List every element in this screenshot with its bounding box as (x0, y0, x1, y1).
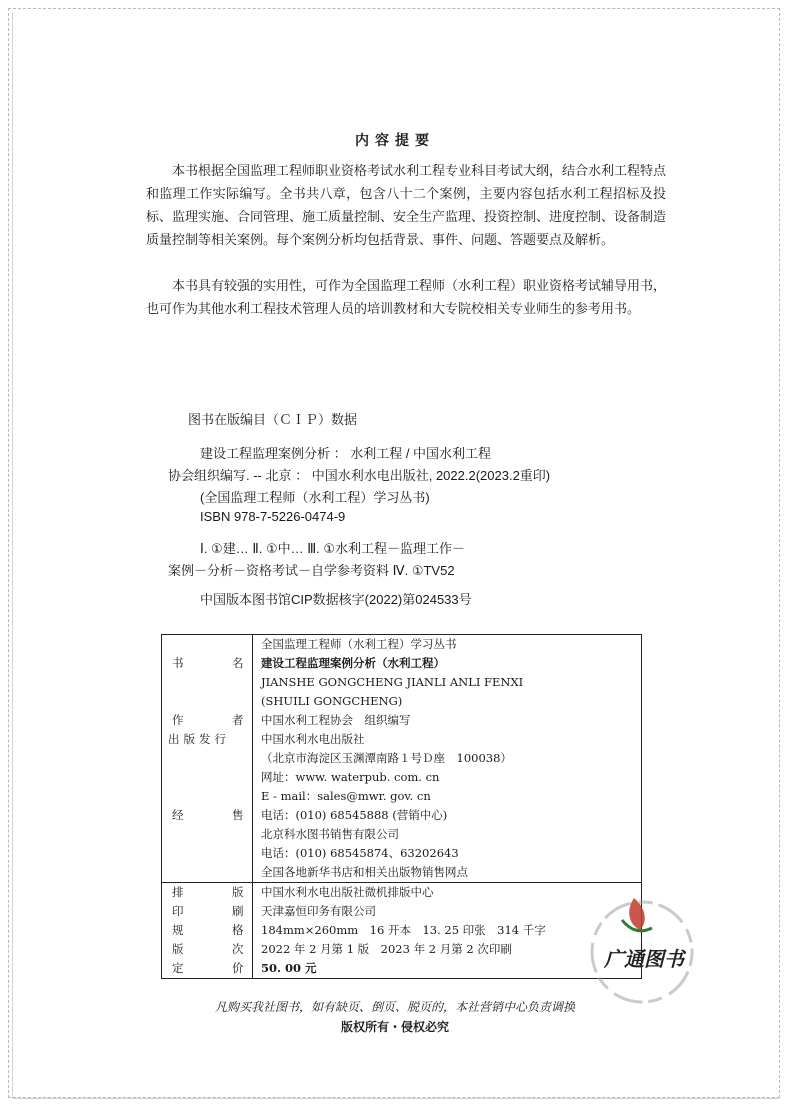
label-print-1: 印 (172, 904, 184, 918)
distributor-phone: 电话：(010) 68545874、63202643 (261, 846, 459, 860)
label-print-2: 刷 (232, 904, 244, 918)
stamp-text: 广通图书 (604, 947, 684, 971)
label-spec-2: 格 (232, 923, 244, 937)
publisher: 中国水利水电出版社 (261, 732, 365, 746)
label-edition-1: 版 (172, 942, 184, 956)
label-edition-2: 次 (232, 942, 244, 956)
summary-title: 内容提要 (355, 133, 435, 149)
publisher-phone: 电话：(010) 68545888 (营销中心) (261, 808, 448, 822)
label-typeset-1: 排 (172, 885, 184, 899)
label-spec-1: 规 (172, 923, 184, 937)
label-author-1: 作 (172, 713, 184, 727)
copyright-notice: 版权所有・侵权必究 (340, 1020, 449, 1034)
cip-line-6: 案例－分析－资格考试－自学参考资料 Ⅳ. ①TV52 (168, 563, 455, 578)
publication-info-table (161, 634, 642, 979)
label-book-name-2: 名 (232, 656, 244, 670)
cip-record-number: 中国版本图书馆CIP数据核字(2022)第024533号 (200, 592, 472, 607)
label-typeset-2: 版 (232, 885, 244, 899)
book-pinyin-2: (SHUILI GONGCHENG) (261, 694, 403, 708)
summary-paragraph-2: 本书具有较强的实用性，可作为全国监理工程师（水利工程）职业资格考试辅导用书，也可作为其他水利工程技术管理人员的培训教材和大专院校相关专业师生的参考用书。 (146, 279, 667, 317)
label-author-2: 者 (232, 713, 244, 727)
publisher-website: 网址：www. waterpub. com. cn (261, 770, 440, 784)
cip-isbn: ISBN 978-7-5226-0474-9 (200, 509, 346, 524)
label-price-2: 价 (232, 961, 244, 975)
bookstore-stamp (582, 880, 702, 1030)
summary-paragraph-1: 本书根据全国监理工程师职业资格考试水利工程专业科目考试大纲，结合水利工程特点和监理工作实际编写。全书共八章，包含八十二个案例，主要内容包括水利工程招标及投标、监理实施、合同管理、施工质量控制、安全生产监理、投资控制、进度控制、设备制造质量控制等相关案例。每个案例分析均包括背景、事件、问题、答题要点及解析。 (146, 164, 667, 248)
publisher-email: E - mail：sales@mwr. gov. cn (261, 789, 431, 803)
edition: 2022 年 2 月第 1 版 2023 年 2 月第 2 次印刷 (261, 942, 512, 956)
cip-line-1: 建设工程监理案例分析 ： 水利工程 / 中国水利工程 (200, 446, 492, 461)
label-book-name-1: 书 (172, 656, 184, 670)
publisher-address: （北京市海淀区玉渊潭南路１号Ｄ座 100038） (261, 751, 512, 765)
cip-heading: 图书在版编目（ＣＩＰ）数据 (188, 413, 358, 428)
label-distributor-2: 售 (232, 808, 244, 822)
replacement-notice: 凡购买我社图书，如有缺页、倒页、脱页的，本社营销中心负责调换 (214, 1000, 575, 1014)
printer: 天津嘉恒印务有限公司 (261, 904, 376, 918)
label-distributor-1: 经 (172, 808, 184, 822)
series-name: 全国监理工程师（水利工程）学习丛书 (261, 637, 457, 651)
specification: 184mm×260mm 16 开本 13. 25 印张 314 千字 (261, 923, 546, 937)
label-publisher: 出版发行 (168, 732, 230, 746)
cip-line-5: Ⅰ. ①建… Ⅱ. ①中… Ⅲ. ①水利工程－监理工作－ (200, 541, 466, 556)
author: 中国水利工程协会 组织编写 (261, 713, 411, 727)
typeset: 中国水利水电出版社微机排版中心 (261, 885, 434, 899)
cip-line-2: 协会组织编写. -- 北京 ： 中国水利水电出版社, 2022.2(2023.2重印) (168, 468, 551, 483)
distributor-network: 全国各地新华书店和相关出版物销售网点 (261, 865, 468, 879)
production-label-column (162, 883, 253, 979)
info-value-column (253, 635, 642, 883)
cip-line-3: (全国监理工程师（水利工程）学习丛书) (200, 490, 430, 505)
info-label-column (162, 635, 253, 883)
book-name: 建设工程监理案例分析（水利工程） (261, 656, 445, 670)
label-price-1: 定 (172, 961, 184, 975)
distributor: 北京科水图书销售有限公司 (261, 827, 399, 841)
price: 50. 00 元 (261, 961, 317, 975)
book-pinyin-1: JIANSHE GONGCHENG JIANLI ANLI FENXI (261, 675, 524, 689)
